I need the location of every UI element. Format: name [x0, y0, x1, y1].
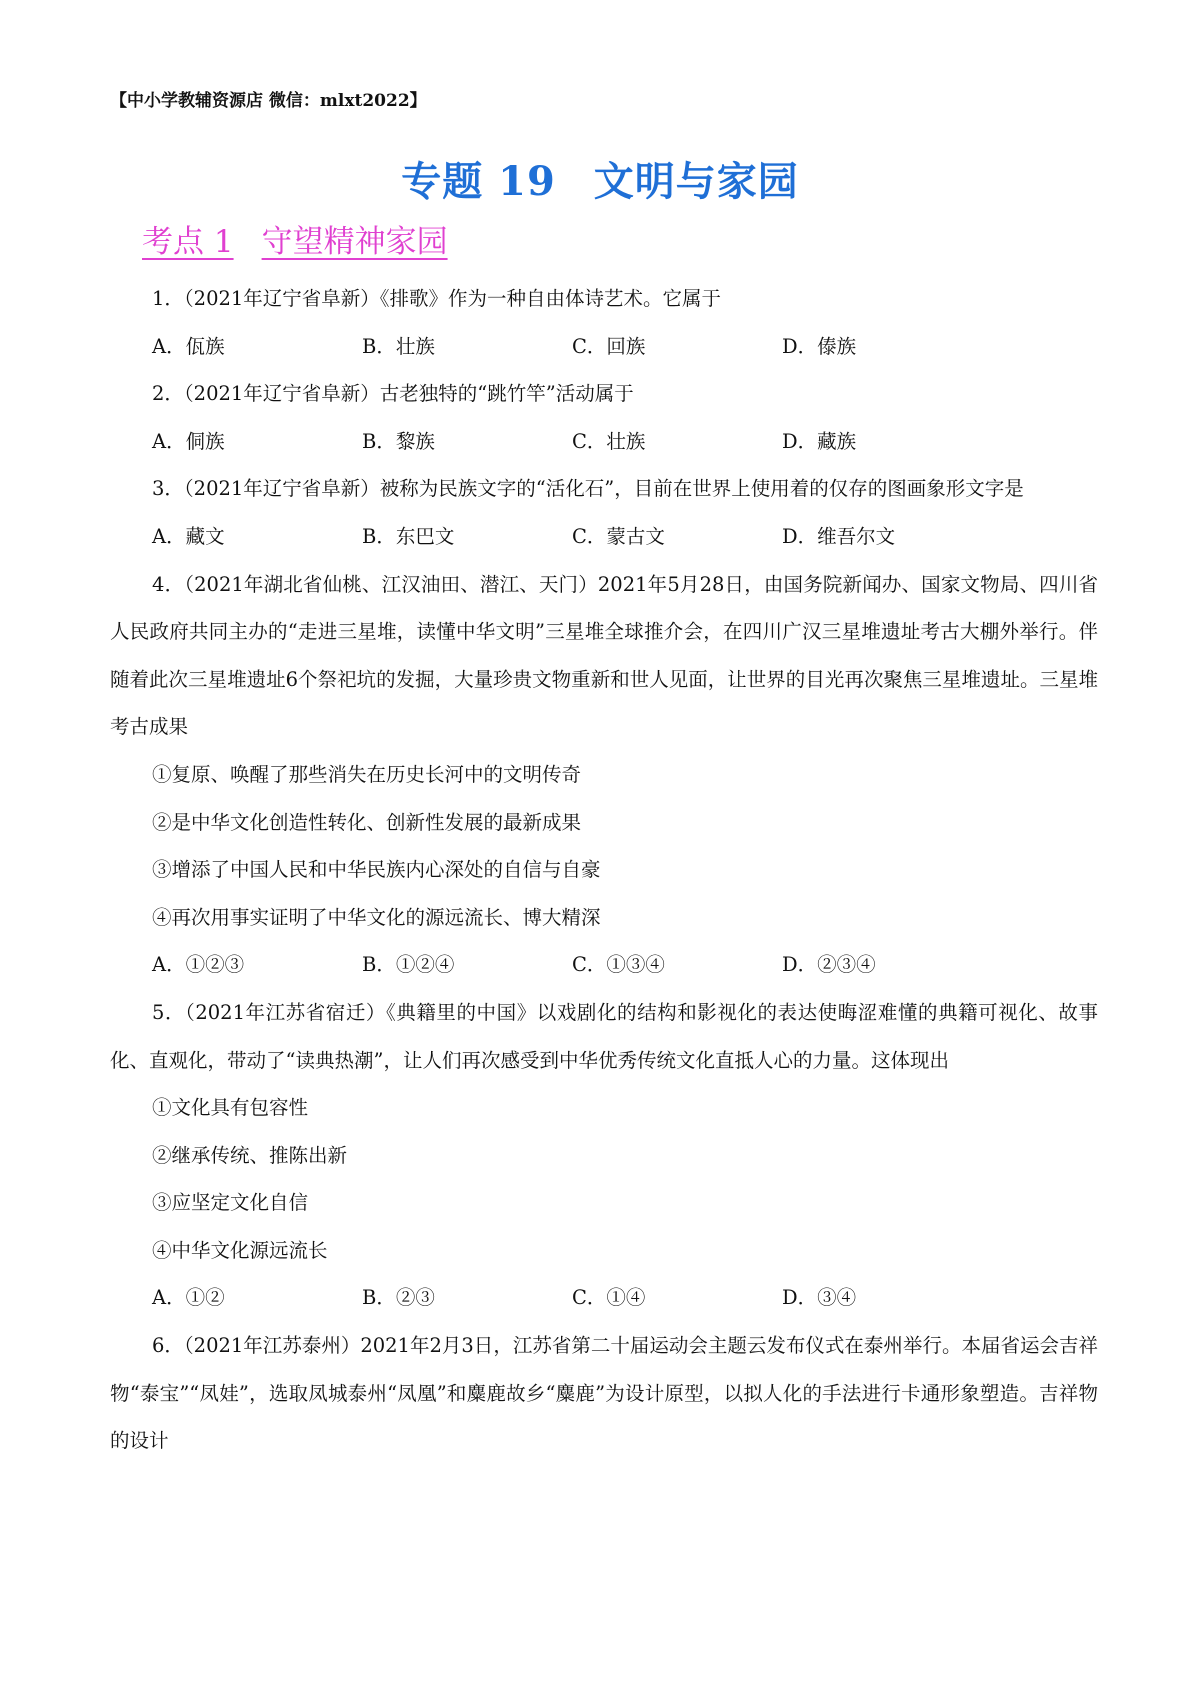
question-2 [110, 370, 1098, 465]
question-1 [110, 275, 1098, 370]
answer-option: B．东巴文 [362, 524, 455, 548]
answer-options [110, 941, 1098, 989]
question-3 [110, 465, 1098, 560]
answer-option: C．①④ [572, 1286, 646, 1310]
answer-option: A．佤族 [152, 334, 225, 358]
question-5 [110, 989, 1098, 1322]
answer-options [110, 513, 1098, 561]
question-statement: ④再次用事实证明了中华文化的源远流长、博大精深 [152, 905, 601, 929]
answer-option: B．②③ [362, 1286, 435, 1310]
answer-option: B．①②④ [362, 953, 455, 977]
question-statement: ③应坚定文化自信 [152, 1191, 309, 1215]
title-topic-name: 文明与家园 [593, 158, 799, 205]
answer-option: A．侗族 [152, 429, 225, 453]
question-stem: 6．（2021年江苏泰州）2021年2月3日，江苏省第二十届运动会主题云发布仪式在泰州举行。本届省运会吉祥物“泰宝”“凤娃”，选取凤城泰州“凤凰”和麋鹿故乡“麋鹿”为设计原型，以拟人化的手法进行卡通形象塑造。吉祥物的设计 [110, 1334, 1098, 1453]
question-statement: ④中华文化源远流长 [152, 1238, 328, 1262]
header-note: 【中小学教辅资源店 微信：mlxt2022】 [110, 91, 427, 111]
answer-option: C．蒙古文 [572, 524, 665, 548]
answer-options [110, 323, 1098, 371]
answer-options [110, 418, 1098, 466]
question-statement: ②是中华文化创造性转化、创新性发展的最新成果 [152, 810, 582, 834]
question-stem: 2．（2021年辽宁省阜新）古老独特的“跳竹竿”活动属于 [152, 382, 634, 406]
answer-option: C．壮族 [572, 429, 646, 453]
answer-option: D．藏族 [782, 429, 857, 453]
question-statement: ①复原、唤醒了那些消失在历史长河中的文明传奇 [152, 762, 582, 786]
answer-option: D．傣族 [782, 334, 857, 358]
answer-options [110, 1274, 1098, 1322]
answer-option: D．维吾尔文 [782, 524, 896, 548]
question-statement: ②继承传统、推陈出新 [152, 1143, 348, 1167]
question-6 [110, 1322, 1098, 1465]
question-stem: 1．（2021年辽宁省阜新）《排歌》作为一种自由体诗艺术。它属于 [152, 287, 722, 310]
answer-option: D．②③④ [782, 953, 876, 977]
question-4 [110, 561, 1098, 989]
answer-option: D．③④ [782, 1286, 857, 1310]
question-stem: 4．（2021年湖北省仙桃、江汉油田、潜江、天门）2021年5月28日，由国务院新闻办、国家文物局、四川省人民政府共同主办的“走进三星堆，读懂中华文明”三星堆全球推介会，在四川广汉三星堆遗址考古大棚外举行。伴随着此次三星堆遗址6个祭祀坑的发掘，大量珍贵文物重新和世人见面，让世界的目光再次聚焦三星堆遗址。三星堆考古成果 [110, 572, 1098, 739]
question-stem: 3．（2021年辽宁省阜新）被称为民族文字的“活化石”，目前在世界上使用着的仅存的图画象形文字是 [152, 477, 1024, 501]
title-topic-number: 专题 19 [401, 158, 556, 205]
question-statement: ③增添了中国人民和中华民族内心深处的自信与自豪 [152, 858, 601, 882]
answer-option: C．①③④ [572, 953, 665, 977]
section-name: 守望精神家园 [261, 224, 448, 260]
question-list [110, 275, 1098, 1465]
question-statement: ①文化具有包容性 [152, 1096, 309, 1120]
answer-option: A．藏文 [152, 524, 225, 548]
question-stem: 5．（2021年江苏省宿迁）《典籍里的中国》以戏剧化的结构和影视化的表达使晦涩难懂的典籍可视化、故事化、直观化，带动了“读典热潮”，让人们再次感受到中华优秀传统文化直抵人心的力量。这体现出 [110, 1000, 1098, 1072]
answer-option: C．回族 [572, 334, 646, 358]
section-heading [142, 216, 448, 261]
page-title [0, 150, 1200, 207]
answer-option: B．黎族 [362, 429, 435, 453]
answer-option: A．①②③ [152, 953, 245, 977]
section-number: 考点 1 [142, 224, 234, 260]
answer-option: B．壮族 [362, 334, 435, 358]
answer-option: A．①② [152, 1286, 225, 1310]
